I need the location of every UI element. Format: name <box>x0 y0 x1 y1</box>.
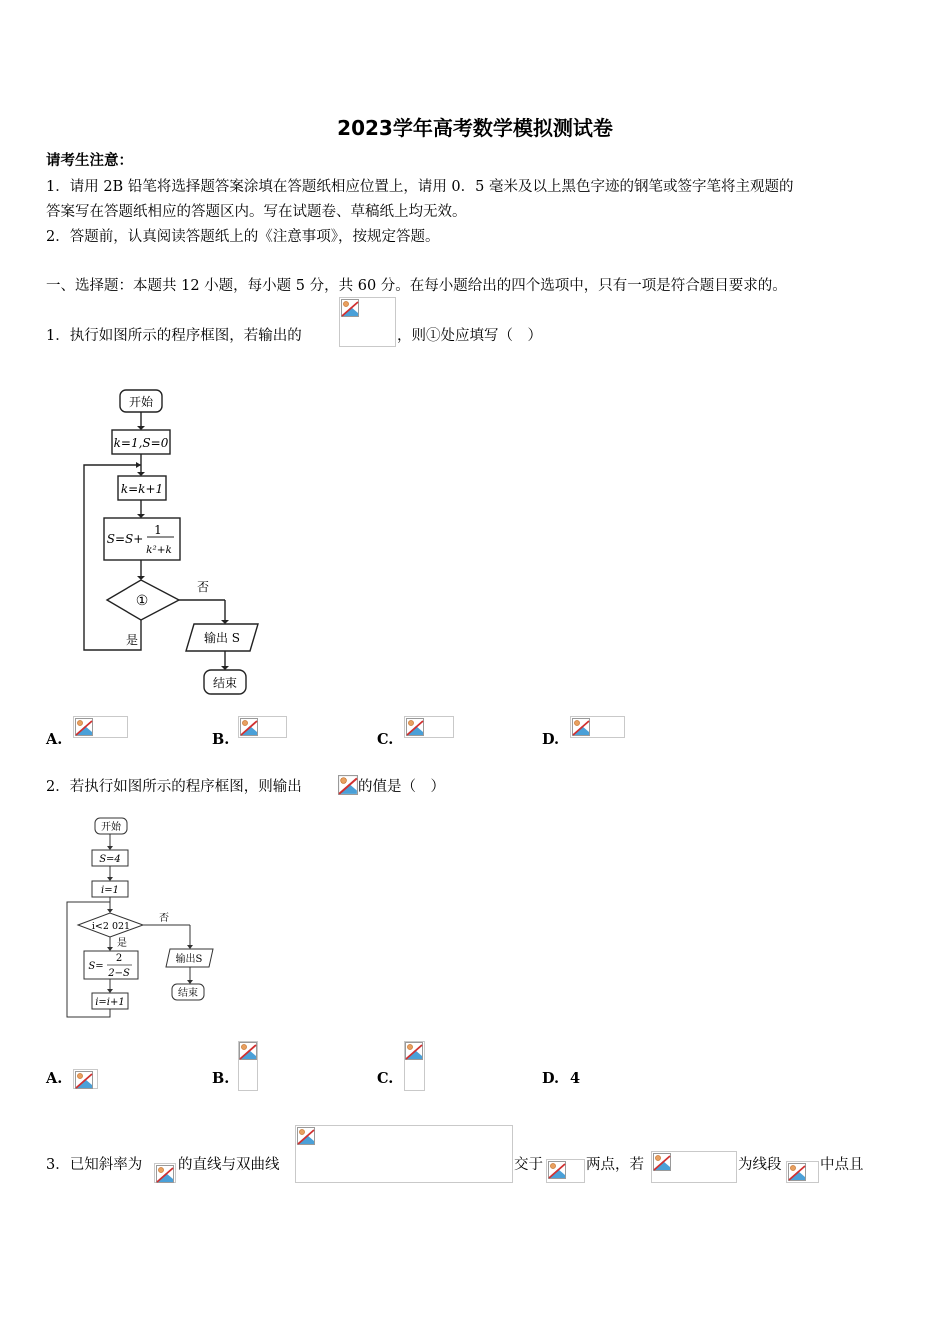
broken-image-icon <box>240 718 258 736</box>
q2-flow-inc-label: i=i+1 <box>95 997 125 1008</box>
q2-flow-output-label: 输出S <box>175 954 203 965</box>
notice-line-1b: 答案写在答题纸相应的答题区内。写在试题卷、草稿纸上均无效。 <box>46 204 467 220</box>
q1-option-b-label: B. <box>212 731 230 748</box>
q3-text-3: 交于 <box>514 1157 543 1173</box>
page-title: 2023学年高考数学模拟测试卷 <box>337 116 613 140</box>
q1-option-c-label: C. <box>377 731 394 748</box>
q2-flow-assign-numerator: 2 <box>115 953 123 964</box>
q1-flow-step-label: k=k+1 <box>120 482 164 496</box>
q1-flow-condition-label: ① <box>135 593 149 609</box>
q2-flow-init-label: S=4 <box>99 854 121 865</box>
q2-suffix: 的值是（ ） <box>358 779 445 795</box>
q3-text-6: 中点且 <box>820 1157 864 1173</box>
q2-option-b-label: B. <box>212 1070 230 1087</box>
q2-flow-condition-label: i<2 021 <box>91 921 131 932</box>
broken-image-icon <box>75 1071 93 1089</box>
q2-option-d-label: D. <box>542 1070 560 1087</box>
q2-flow-i-init-label: i=1 <box>101 885 119 896</box>
q3-text-2: 的直线与双曲线 <box>178 1157 280 1173</box>
q1-flow-init-label: k=1,S=0 <box>113 436 169 450</box>
q1-formula-image <box>339 297 396 347</box>
q1-flow-start-label: 开始 <box>128 395 154 409</box>
broken-image-icon <box>572 718 590 736</box>
q3-slope-image <box>154 1163 176 1183</box>
notice-line-2: 2．答题前，认真阅读答题纸上的《注意事项》，按规定答题。 <box>46 229 440 245</box>
q1-flow-sum-denominator: k²+k <box>146 544 172 556</box>
q1-option-a-image <box>73 716 128 738</box>
broken-image-icon <box>406 718 424 736</box>
q2-flow-yes-label: 是 <box>117 938 127 949</box>
broken-image-icon <box>297 1127 315 1145</box>
q3-text-4: 两点，若 <box>586 1157 644 1173</box>
broken-image-icon <box>653 1153 671 1171</box>
q3-points-image <box>546 1159 585 1183</box>
broken-image-icon <box>405 1042 423 1060</box>
broken-image-icon <box>548 1161 566 1179</box>
q2-option-a-label: A. <box>46 1070 63 1087</box>
q2-flowchart <box>62 815 222 1025</box>
q1-option-a-label: A. <box>46 731 63 748</box>
q2-variable-image <box>338 775 358 795</box>
q1-flow-no-label: 否 <box>196 580 210 594</box>
q1-flow-yes-label: 是 <box>125 633 139 647</box>
q2-option-c-label: C. <box>377 1070 394 1087</box>
q2-option-a-image <box>73 1069 98 1089</box>
q1-prefix: 1．执行如图所示的程序框图，若输出的 <box>46 328 302 344</box>
q2-flow-start-label: 开始 <box>101 822 121 833</box>
q1-option-c-image <box>404 716 454 738</box>
broken-image-icon <box>156 1165 174 1183</box>
q2-prefix: 2．若执行如图所示的程序框图，则输出 <box>46 779 302 795</box>
q3-text-1: 3．已知斜率为 <box>46 1157 143 1173</box>
q3-text-5: 为线段 <box>738 1157 782 1173</box>
q1-option-b-image <box>238 716 287 738</box>
notice-line-1a: 1．请用 2B 铅笔将选择题答案涂填在答题纸相应位置上，请用 0．5 毫米及以上黑色字迹的钢笔或签字笔将主观题的 <box>46 179 794 195</box>
notice-heading: 请考生注意： <box>46 152 133 169</box>
broken-image-icon <box>338 775 358 795</box>
q1-option-d-label: D. <box>542 731 560 748</box>
q3-condition-image <box>651 1151 737 1183</box>
q3-segment-image <box>786 1161 819 1183</box>
q3-hyperbola-image <box>295 1125 513 1183</box>
q1-flow-sum-numerator: 1 <box>154 523 162 537</box>
q1-flow-output-label: 输出 S <box>203 631 241 645</box>
q1-flow-end-label: 结束 <box>212 676 238 690</box>
q2-flow-assign-denominator: 2−S <box>108 968 130 979</box>
q2-option-b-image <box>238 1041 258 1091</box>
q1-flowchart <box>80 385 280 700</box>
q1-flow-sum-label: S=S+ <box>106 532 144 546</box>
q2-option-c-image <box>404 1041 425 1091</box>
q2-flow-end-label: 结束 <box>178 988 198 999</box>
broken-image-icon <box>788 1163 806 1181</box>
broken-image-icon <box>341 299 359 317</box>
broken-image-icon <box>239 1042 257 1060</box>
q2-option-d-value: 4 <box>570 1070 581 1087</box>
q2-flow-no-label: 否 <box>159 913 169 924</box>
q2-flow-assign-label: S= <box>88 961 104 972</box>
broken-image-icon <box>75 718 93 736</box>
section-heading: 一、选择题：本题共 12 小题，每小题 5 分，共 60 分。在每小题给出的四个选项中，只有一项是符合题目要求的。 <box>46 278 787 294</box>
q1-option-d-image <box>570 716 625 738</box>
q1-suffix: ，则①处应填写（ ） <box>397 328 542 344</box>
